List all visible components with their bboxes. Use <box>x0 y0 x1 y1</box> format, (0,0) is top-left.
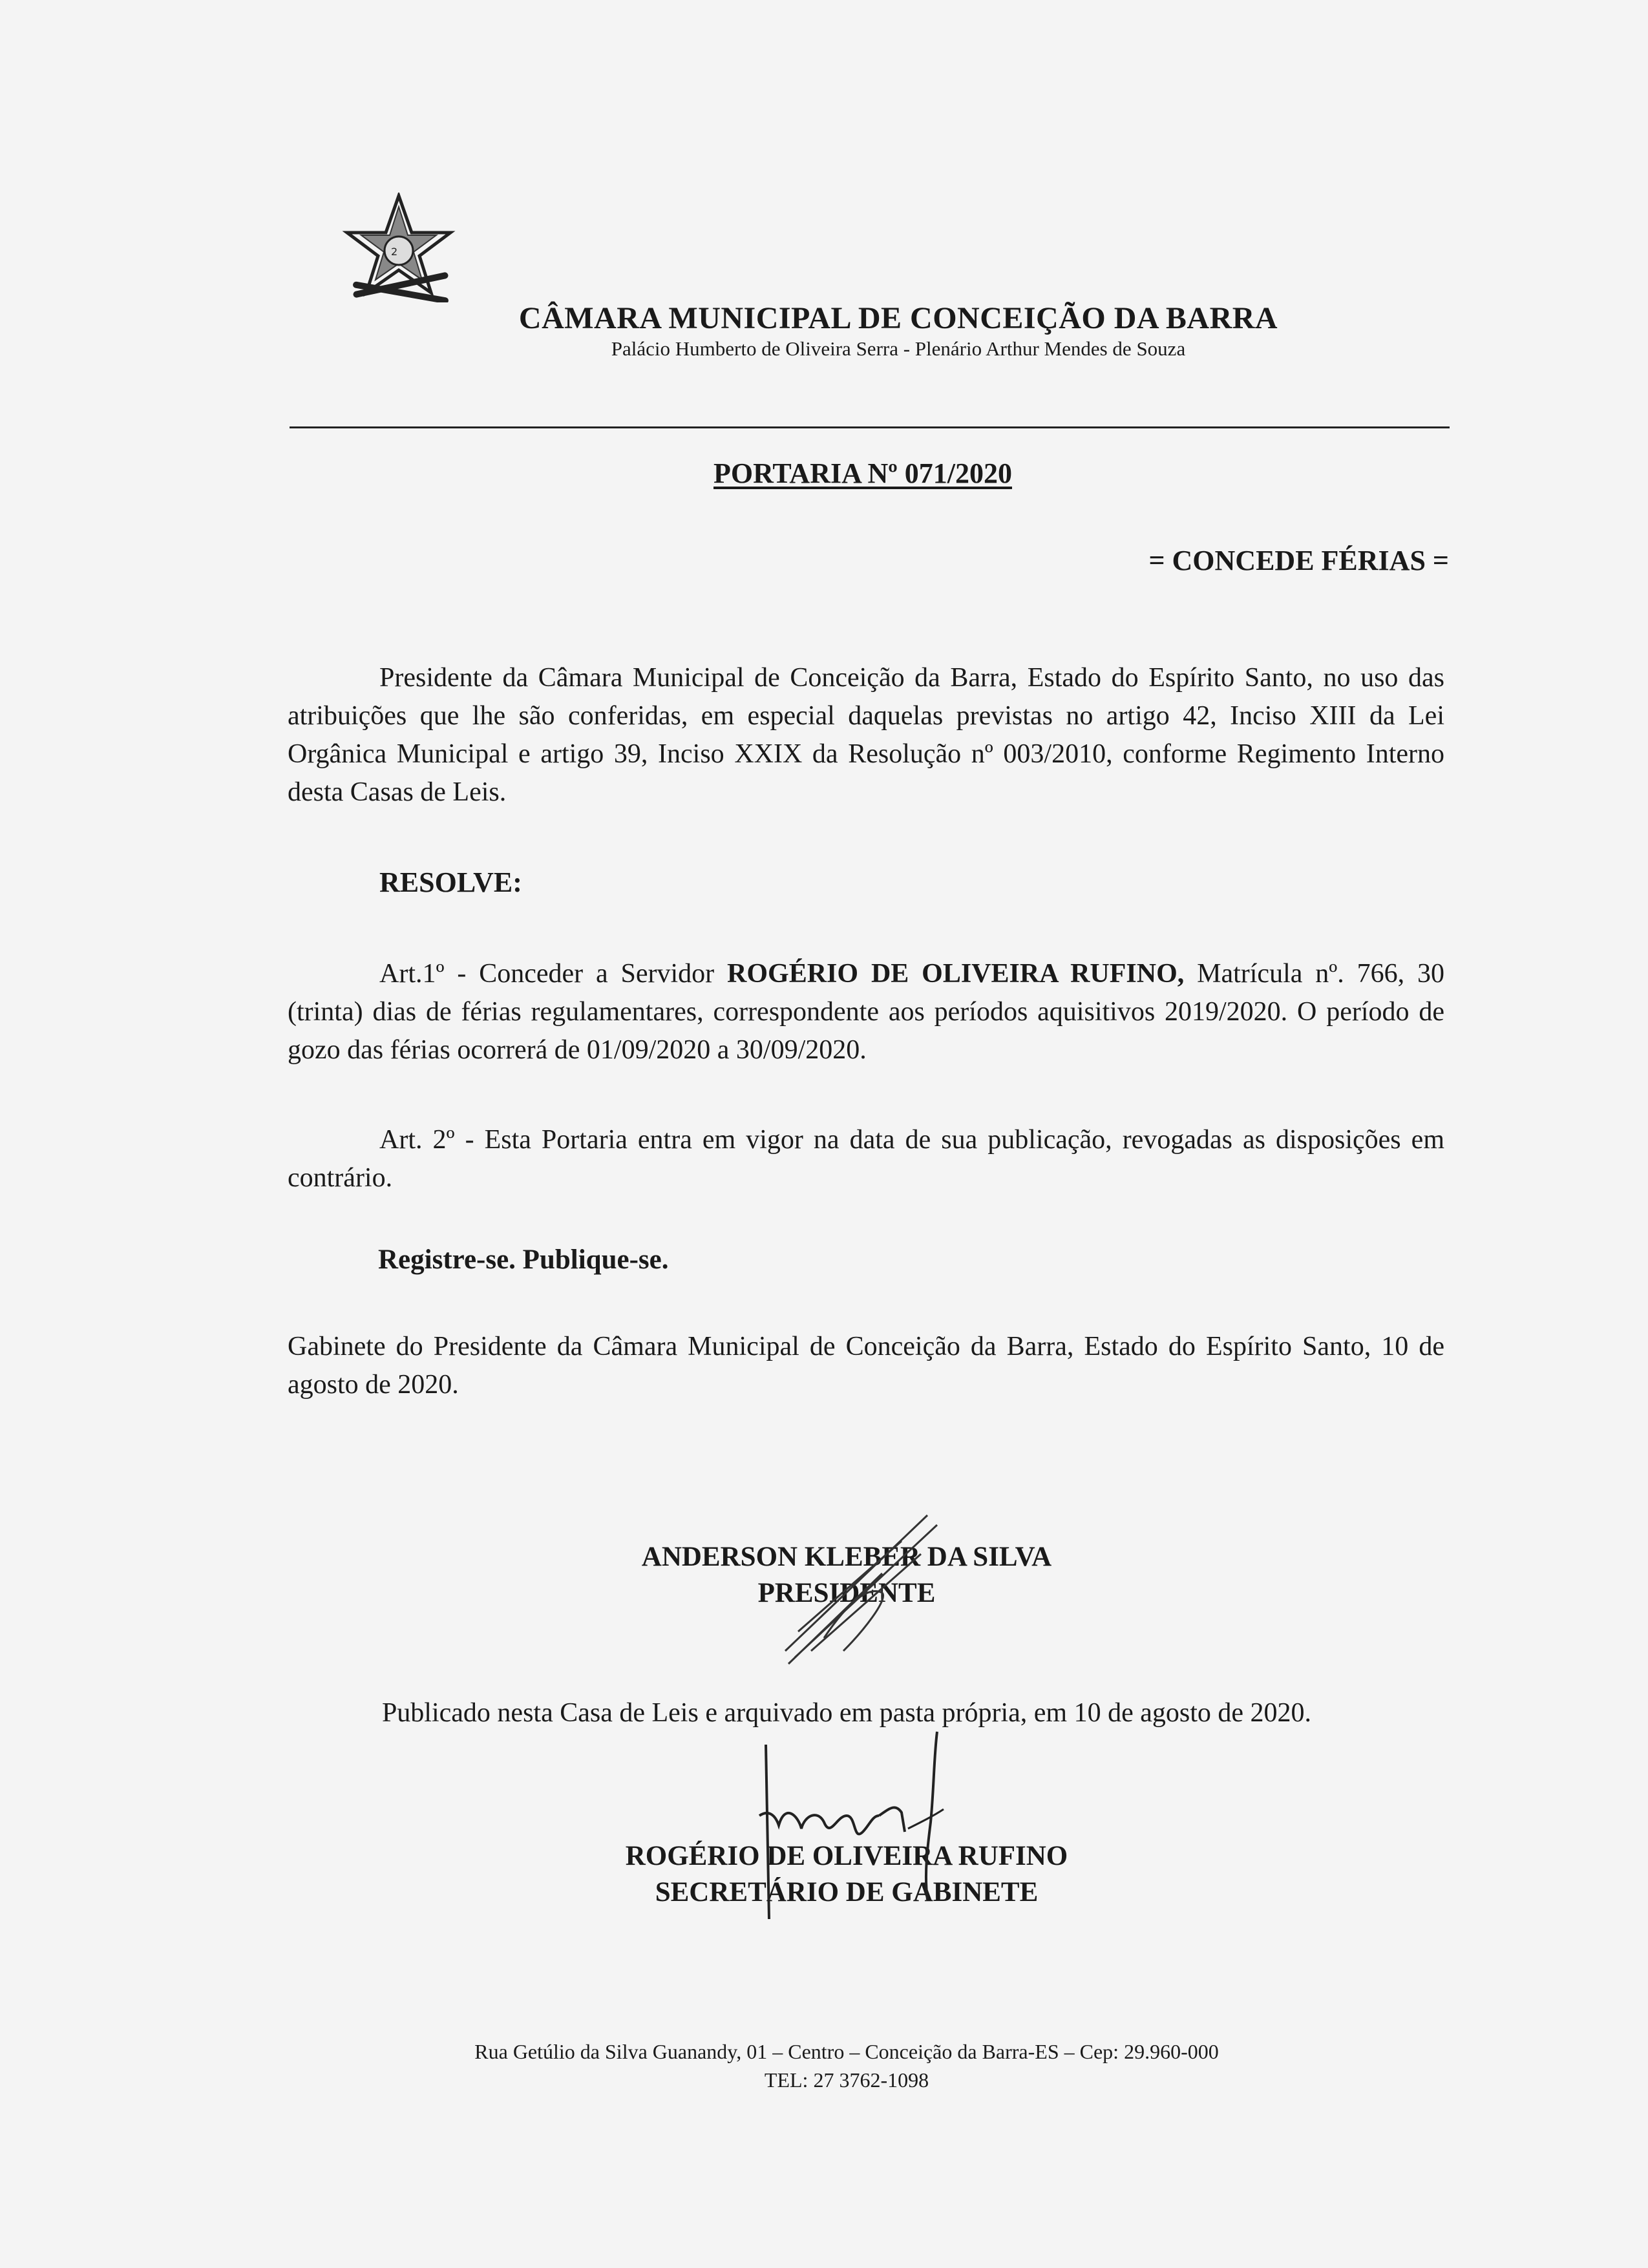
signatory-name: ANDERSON KLEBER DA SILVA <box>641 1542 1052 1572</box>
article-2: Art. 2º - Esta Portaria entra em vigor na data de sua publicação, revogadas as disposições em contrário. <box>288 1125 1444 1193</box>
closing-paragraph: Gabinete do Presidente da Câmara Municipal de Conceição da Barra, Estado do Espírito Santo, 10 de agosto de 2020. <box>288 1332 1444 1400</box>
signature-block-president <box>0 1539 1648 1612</box>
signature-block-secretary <box>0 1838 1648 1911</box>
svg-text:2: 2 <box>391 246 398 258</box>
footer <box>0 2037 1648 2094</box>
intro-paragraph: Presidente da Câmara Municipal de Conceição da Barra, Estado do Espírito Santo, no uso das atribuições que lhe são conferidas, em especial daquelas previstas no artigo 42, Inciso XIII da Lei Orgânica Municipal e artigo 39, Inciso XXIX da Resolução nº 003/2010, conforme Regimento Interno desta Casas de Leis. <box>288 663 1444 807</box>
publication-note: Publicado nesta Casa de Leis e arquivado em pasta própria, em 10 de agosto de 2020. <box>381 1698 1312 1728</box>
org-subtitle: Palácio Humberto de Oliveira Serra - Plenário Arthur Mendes de Souza <box>611 337 1186 360</box>
document-subject: = CONCEDE FÉRIAS = <box>1148 545 1449 576</box>
article-1-text: Matrícula nº. 766, 30 (trinta) dias de férias regulamentares, correspondente aos períodos aquisitivos 2019/2020. O período de gozo das férias ocorrerá de 01/09/2020 a 30/09/2020. <box>288 959 1444 1065</box>
org-name: CÂMARA MUNICIPAL DE CONCEIÇÃO DA BARRA <box>518 301 1278 335</box>
signatory-role: PRESIDENTE <box>757 1578 936 1608</box>
footer-phone: TEL: 27 3762-1098 <box>764 2068 929 2092</box>
star-emblem-icon <box>339 193 459 302</box>
registre-line: Registre-se. Publique-se. <box>378 1244 669 1275</box>
servant-name: ROGÉRIO DE OLIVEIRA RUFINO, <box>727 959 1185 989</box>
document-title: PORTARIA Nº 071/2020 <box>713 457 1012 489</box>
article-1 <box>288 955 1444 1069</box>
header-divider <box>290 426 1450 428</box>
resolve-heading: RESOLVE: <box>379 866 522 898</box>
signatory-name: ROGÉRIO DE OLIVEIRA RUFINO <box>625 1841 1068 1871</box>
footer-address: Rua Getúlio da Silva Guanandy, 01 – Centro – Conceição da Barra-ES – Cep: 29.960-000 <box>474 2040 1219 2063</box>
article-1-prefix: Art.1º - Conceder a Servidor <box>379 959 728 989</box>
signatory-role: SECRETÁRIO DE GABINETE <box>655 1877 1039 1907</box>
